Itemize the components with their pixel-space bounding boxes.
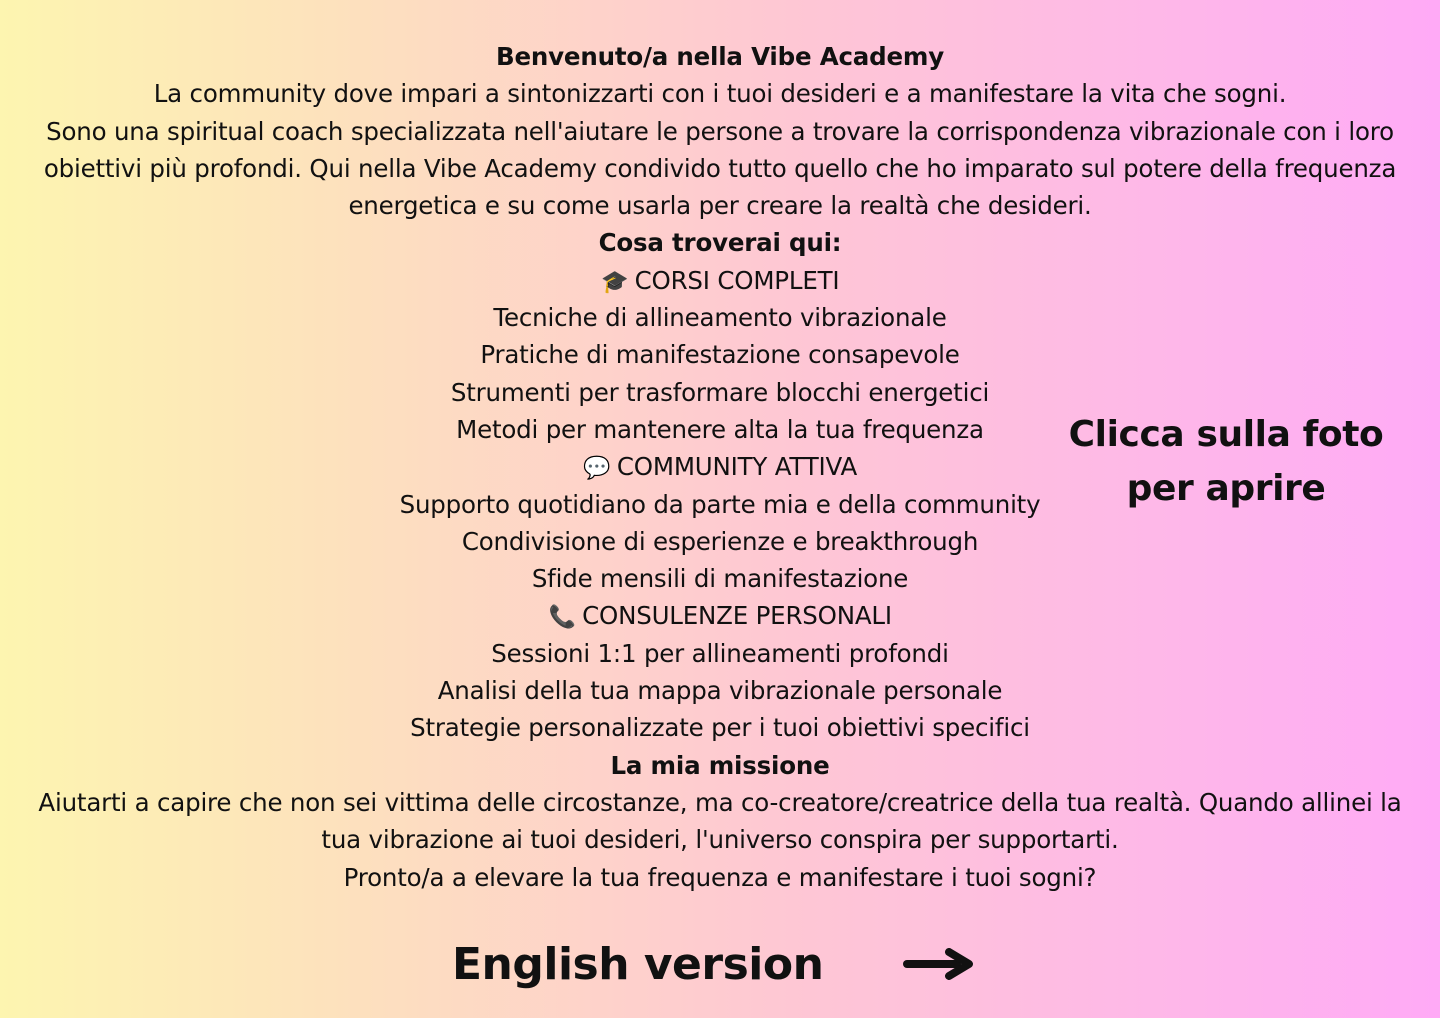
section-title-consulting	[0, 597, 1440, 634]
list-item: Supporto quotidiano da parte mia e della community	[399, 489, 1041, 519]
welcome-title: Benvenuto/a nella Vibe Academy	[496, 42, 944, 71]
list-item: Condivisione di esperienze e breakthrough	[461, 526, 979, 556]
callout-line-2: per aprire	[1126, 468, 1326, 509]
section-title-label: CORSI COMPLETI	[634, 265, 840, 295]
list-item: Metodi per mantenere alta la tua frequenza	[456, 414, 984, 444]
speech-bubble-icon: 💬	[583, 456, 611, 482]
offer-heading: Cosa troverai qui:	[598, 228, 842, 258]
callout-line-1: Clicca sulla foto	[1068, 414, 1384, 455]
english-version-label: English version	[452, 938, 824, 990]
mission-question: Pronto/a a elevare la tua frequenza e manifestare i tuoi sogni?	[343, 862, 1097, 892]
mission-text: Aiutarti a capire che non sei vittima delle circostanze, ma co-creatore/creatrice della tua realtà. Quando allinei la tua vibrazione ai tuoi desideri, l'universo conspira per supportarti.	[38, 787, 1402, 855]
english-version-link[interactable]	[452, 934, 977, 994]
arrow-right-icon	[903, 948, 977, 980]
section-title-label: CONSULENZE PERSONALI	[582, 601, 892, 631]
list-item: Strumenti per trasformare blocchi energetici	[450, 377, 990, 407]
list-item: Tecniche di allineamento vibrazionale	[493, 303, 947, 333]
click-photo-callout	[1050, 408, 1402, 516]
welcome-subtitle: La community dove impari a sintonizzarti con i tuoi desideri e a manifestare la vita che sogni.	[153, 79, 1287, 109]
section-title-label: COMMUNITY ATTIVA	[616, 452, 858, 482]
list-item: Sessioni 1:1 per allineamenti profondi	[491, 638, 949, 668]
mission-heading: La mia missione	[610, 750, 830, 780]
list-item: Strategie personalizzate per i tuoi obiettivi specifici	[410, 713, 1030, 743]
coach-description: Sono una spiritual coach specializzata nell'aiutare le persone a trovare la corrispondenza vibrazionale con i loro obiettivi più profondi. Qui nella Vibe Academy condivido tutto quello che ho imparato sul potere della frequenza energetica e su come usarla per creare la realtà che desideri.	[43, 116, 1397, 221]
telephone-icon: 📞	[548, 605, 576, 631]
list-item: Analisi della tua mappa vibrazionale personale	[437, 676, 1003, 706]
list-item: Sfide mensili di manifestazione	[531, 564, 909, 594]
section-title-courses	[0, 262, 1440, 299]
graduation-cap-icon: 🎓	[600, 269, 629, 295]
list-item: Pratiche di manifestazione consapevole	[480, 340, 960, 370]
